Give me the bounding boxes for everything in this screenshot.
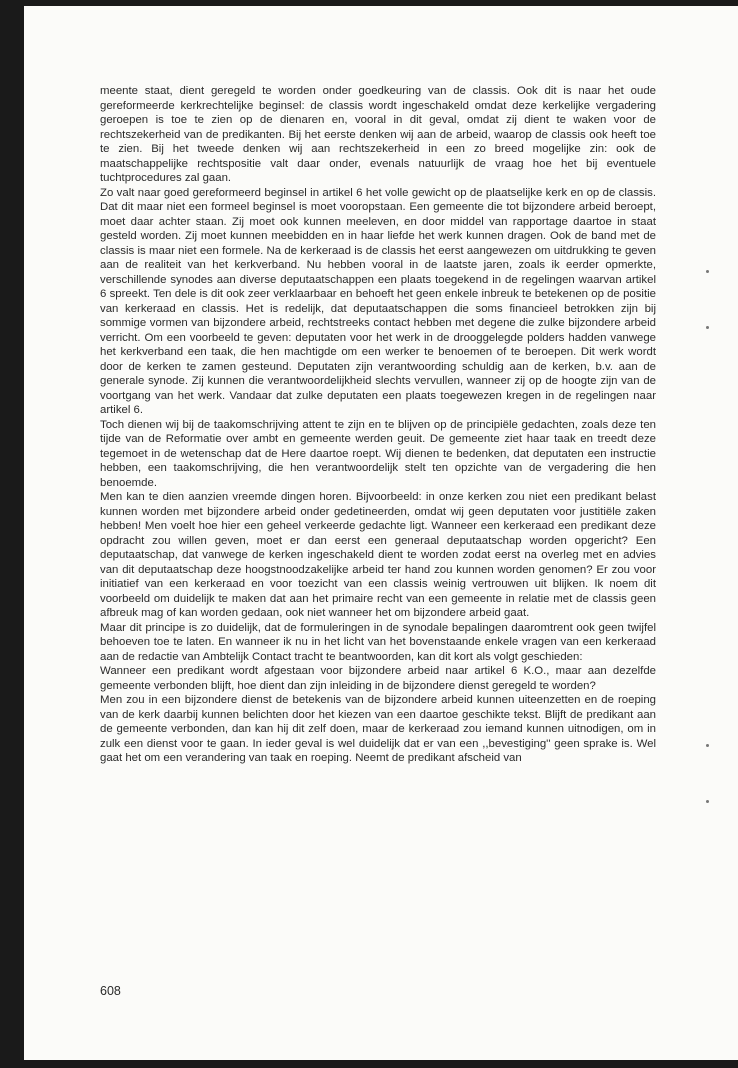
- paragraph: Men kan te dien aanzien vreemde dingen horen. Bijvoorbeeld: in onze kerken zou niet een predikant belast kunnen worden met bijzondere arbeid onder gedetineerden, omdat wij geen deputaten voor justitiële zaken hebben! Men voelt hoe hier een geheel verkeerde gedachte ligt. Wanneer een kerkeraad een predikant deze opdracht zou willen geven, moet er dan eerst een generaal deputaatschap worden opgericht? Een deputaatschap, dat vanwege de kerken ingeschakeld dient te worden zodat eerst na overleg met en advies van dit deputaatschap deze hoogstnoodzakelijke arbeid ter hand zou kunnen worden genomen? Er zou voor initiatief van een kerkeraad en voor toezicht van een classis weinig vertrouwen uit blijken. Ik noem dit voorbeeld om duidelijk te maken dat aan het primaire recht van een gemeente in relatie met de classis geen afbreuk mag of kan worden gedaan, ook niet wanneer het om bijzondere arbeid gaat.: [100, 491, 656, 619]
- page-number: 608: [100, 984, 121, 998]
- paragraph: Maar dit principe is zo duidelijk, dat de formuleringen in de synodale bepalingen daaromtrent ook geen twijfel behoeven toe te laten. En wanneer ik nu in het licht van het bovenstaande enkele vragen van een kerkeraad aan de redactie van Ambtelijk Contact tracht te beantwoorden, kan dit kort als volgt geschieden:: [100, 621, 656, 663]
- paragraph: meente staat, dient geregeld te worden onder goedkeuring van de classis. Ook dit is naar het oude gereformeerde kerkrechtelijke beginsel: de classis wordt ingeschakeld omdat deze kerkelijke vergadering geroepen is toe te zien op de dienaren en, vooral in dit geval, omdat zij dient te waken voor de rechtszekerheid van de predikanten. Bij het eerste denken wij aan de arbeid, waarop de classis ook heeft toe te zien. Bij het tweede denken wij aan rechtszekerheid in een zo breed mogelijke zin: ook de maatschappelijke rechtspositie valt daar onder, evenals natuurlijk de vraag hoe het bij eventuele tuchtprocedures zal gaan.: [100, 85, 656, 184]
- paragraph: Toch dienen wij bij de taakomschrijving attent te zijn en te blijven op de principiële gedachten, zoals deze ten tijde van de Reformatie over ambt en gemeente werden geuit. De gemeente ziet haar taak en treedt deze tegemoet in de wetenschap dat de Here daartoe roept. Wij dienen te bedenken, dat deputaten een instructie hebben, een taakomschrijving, die hen verantwoordelijk stelt ten opzichte van de vergadering die hen benoemde.: [100, 418, 656, 489]
- scan-speck: [706, 800, 709, 803]
- scan-border-bottom: [0, 1060, 738, 1068]
- paragraph: Zo valt naar goed gereformeerd beginsel in artikel 6 het volle gewicht op de plaatselijke kerk en op de classis. Dat dit maar niet een formeel beginsel is moet vooropstaan. Een gemeente die tot bijzondere arbeid beroept, moet daar achter staan. Zij moet ook kunnen meeleven, en door middel van rapportage daartoe in staat gesteld worden. Zij moet kunnen meebidden en in haar liefde het werk kunnen dragen. Ook de band met de classis is maar niet een formele. Na de kerkeraad is de classis het eerst aangewezen om uitdrukking te geven aan de realiteit van het kerkverband. Nu hebben vooral in de laatste jaren, zoals ik eerder opmerkte, verschillende synodes aan diverse deputaatschappen een plaats toegekend in de regelingen waarvan artikel 6 spreekt. Ten dele is dit ook zeer verklaarbaar en behoeft het geen enkele inbreuk te betekenen op de positie van kerkeraad en classis. Het is redelijk, dat deputaatschappen die soms financieel betrokken zijn bij sommige vormen van bijzondere arbeid, rechtstreeks contact hebben met degene die zulke bijzondere arbeid verricht. Om een voorbeeld te geven: deputaten voor het werk in de drooggelegde polders hadden vanwege het kerkverband een taak, die hen machtigde om een werker te benoemen of te beroepen. Dit werk wordt door de kerken te zamen gesteund. Deputaten zijn verantwoording schuldig aan de kerken, b.v. aan de generale synode. Zij kunnen die verantwoordelijkheid slechts vervullen, wanneer zij op de hoogte zijn van de voortgang van het werk. Vandaar dat zulke deputaten een plaats toegewezen kregen in de regelingen naar artikel 6.: [100, 186, 656, 416]
- scan-border-left: [0, 0, 24, 1068]
- body-text: [100, 84, 656, 766]
- paragraph: Men zou in een bijzondere dienst de betekenis van de bijzondere arbeid kunnen uiteenzetten en de roeping van de kerk daarbij kunnen belichten door het kiezen van een daartoe geschikte tekst. Blijft de predikant aan de gemeente verbonden, dan kan hij dit zelf doen, maar de kerkeraad zou iemand kunnen uitnodigen, om in zulk een dienst voor te gaan. In ieder geval is wel duidelijk dat er van een ,,bevestiging'' geen sprake is. Wel gaat het om een verandering van taak en roeping. Neemt de predikant afscheid van: [100, 694, 656, 764]
- scan-speck: [706, 270, 709, 273]
- scan-speck: [706, 744, 709, 747]
- scan-speck: [706, 326, 709, 329]
- paragraph: Wanneer een predikant wordt afgestaan voor bijzondere arbeid naar artikel 6 K.O., maar aan dezelfde gemeente verbonden blijft, hoe dient dan zijn inleiding in de bijzondere dienst geregeld te worden?: [100, 665, 656, 692]
